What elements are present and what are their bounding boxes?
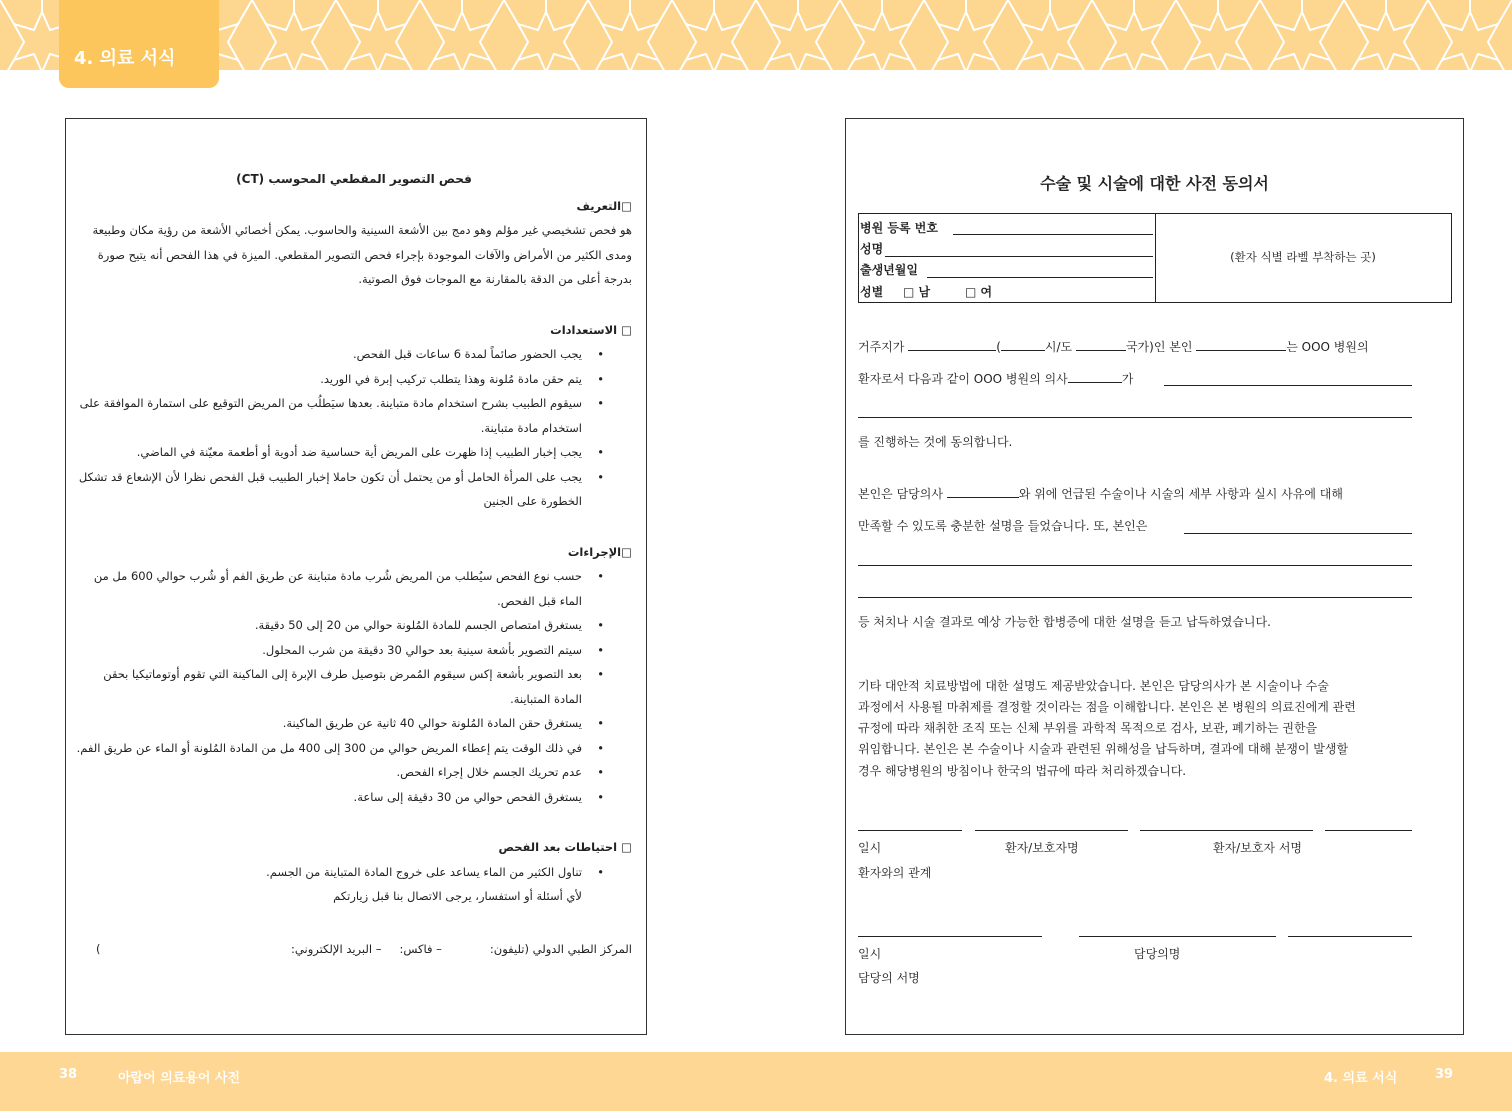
guardian-name-field[interactable]	[975, 830, 1128, 831]
guardian-sign-field[interactable]	[1140, 830, 1313, 831]
relation-field[interactable]	[1325, 830, 1412, 831]
name-label: 성명	[860, 242, 884, 256]
patient-info-table	[858, 213, 1452, 303]
sign-date-field[interactable]	[858, 830, 962, 831]
country-field[interactable]	[1076, 339, 1126, 351]
definition-text: هو فحص تشخيصي غير مؤلم وهو دمج بين الأشعة السينية والحاسوب. يمكن أخصائي الأشعة من رؤية مكان وطبيعة ومدى الكثير من الأمراض والآفات الموجودة بإجراء فحص التصوير المقطعي. الميزة في هذا الفحص أنه يتيح صورة بدرجة أعلى من الدقة بالمقارنة مع الموجات فوق الصوتية.	[92, 223, 632, 286]
right-page-number: 39	[1435, 1067, 1454, 1082]
paragraph-line: 위임합니다. 본인은 본 수술이나 시술과 관련된 위해성을 납득하며, 결과에 대해 분쟁이 발생할	[858, 742, 1349, 756]
procedure-field-2[interactable]	[858, 417, 1412, 418]
left-page-number: 38	[59, 1067, 78, 1082]
text: 가	[1121, 372, 1134, 386]
date-label: 일시	[858, 841, 882, 855]
section-heading: □الإجراءات	[567, 544, 632, 559]
complication-field-2[interactable]	[858, 565, 1412, 566]
section-heading: □ احتياطات بعد الفحص	[498, 840, 632, 854]
text: (	[996, 340, 1001, 354]
dob-field[interactable]	[927, 277, 1153, 278]
text: 국가)인 본인	[1125, 340, 1193, 354]
procedure-field[interactable]	[1164, 385, 1412, 386]
page-title: فحص التصوير المقطعي المحوسب (CT)	[236, 172, 472, 186]
korean-consent-form-page	[845, 118, 1464, 1035]
complication-field-3[interactable]	[858, 597, 1412, 598]
contact-fax: – فاكس:	[399, 941, 442, 956]
list-item: • يجب على المرأة الحامل أو من يحتمل أن تكون حاملا إخبار الطبيب قبل الفحص نظرا لأن الإشعاع قد تشكل الخطورة على الجنين	[76, 465, 632, 514]
after-exam-section	[76, 835, 632, 909]
name-field[interactable]	[885, 256, 1153, 257]
contact-email: – البريد الإلكتروني:	[291, 941, 382, 956]
chapter-tab: 4. 의료 서식	[59, 0, 219, 88]
list-item: • في ذلك الوقت يتم إعطاء المريض حوالي من 300 إلى 400 مل من المادة المُلونة أو الماء عن طريق الفم.	[76, 736, 632, 761]
text: 는 OOO 병원의	[1286, 340, 1369, 354]
list-item: • سيتم التصوير بأشعة سينية بعد حوالي 30 دقيقة من شرب المحلول.	[76, 638, 632, 663]
list-item: • عدم تحريك الجسم خلال إجراء الفحص.	[76, 760, 632, 785]
label-attach-area: (환자 식별 라벨 부착하는 곳)	[1230, 250, 1376, 264]
list-item: • يستغرق الفحص حوالي من 30 دقيقة إلى ساعة.	[76, 785, 632, 810]
list-item: • بعد التصوير بأشعة إكس سيقوم المُمرض بتوصيل طرف الإبرة إلى الماكينة التي تقوم أوتوماتيكيا بحقن المادة المتباينة.	[76, 662, 632, 711]
address-field[interactable]	[908, 339, 996, 351]
reg-number-field[interactable]	[953, 234, 1153, 235]
sex-label: 성별	[860, 285, 884, 299]
contact-center: المركز الطبي الدولي (تليفون:	[489, 941, 632, 956]
text: 본인은 담당의사	[858, 487, 943, 501]
paragraph-line: 경우 해당병원의 방침이나 한국의 법규에 따라 처리하겠습니다.	[858, 764, 1187, 778]
list-item: • سيقوم الطبيب بشرح استخدام مادة متباينة. بعدها سيَطلُب من المريض التوقيع على استمارة الموافقة على استخدام مادة متباينة.	[76, 391, 632, 440]
geometric-star-pattern	[0, 0, 1512, 70]
header-pattern-band	[0, 0, 1512, 70]
text: 와 위에 언급된 수술이나 시술의 세부 사항과 실시 사유에 대해	[1018, 487, 1343, 501]
reg-number-label: 병원 등록 번호	[860, 221, 938, 235]
list-item: • تناول الكثير من الماء يساعد على خروج المادة المتباينة من الجسم.	[76, 860, 632, 885]
dob-label: 출생년월일	[860, 263, 918, 277]
date-label: 일시	[858, 947, 882, 961]
section-heading: □التعريف	[576, 198, 632, 213]
female-checkbox[interactable]: □ 여	[965, 285, 993, 299]
arabic-ct-info-page	[65, 118, 647, 1035]
list-item: • يستغرق حقن المادة المُلونة حوالي 40 ثانية عن طريق الماكينة.	[76, 711, 632, 736]
text: 시/도	[1044, 340, 1073, 354]
paragraph-line: 과정에서 사용될 마취제를 결정할 것이라는 점을 이해합니다. 본인은 본 병원의 의료진에게 관련	[858, 700, 1356, 714]
preparations-section	[76, 318, 632, 514]
list-item: • يجب الحضور صائماً لمدة 6 ساعات قبل الفحص.	[76, 342, 632, 367]
contact-line	[76, 937, 632, 962]
text: 만족할 수 있도록 충분한 설명을 들었습니다. 또, 본인은	[858, 519, 1148, 533]
relation-label: 환자와의 관계	[858, 866, 932, 880]
list-item: • حسب نوع الفحص سيُطلب من المريض شُرب مادة متباينة عن طريق الفم أو شُرب حوالي 600 مل من الماء قبل الفحص.	[76, 564, 632, 613]
consent-text: 를 진행하는 것에 동의합니다.	[858, 435, 1013, 449]
attending-doctor-field[interactable]	[947, 486, 1019, 498]
chapter-title: 4. 의료 서식	[1324, 1071, 1398, 1086]
procedures-section	[76, 540, 632, 810]
guardian-sign-label: 환자/보호자 서명	[1213, 841, 1303, 855]
contact-note: لأي أسئلة أو استفسار، يرجى الاتصال بنا قبل زيارتكم	[333, 889, 582, 903]
text: 등 처치나 시술 결과로 예상 가능한 합병증에 대한 설명을 듣고 납득하였습니다.	[858, 615, 1271, 629]
text: 거주지가	[858, 340, 905, 354]
doctor-sign-field[interactable]	[1288, 936, 1412, 937]
doctor-name-label: 담당의명	[1134, 947, 1181, 961]
male-checkbox[interactable]: □ 남	[903, 285, 931, 299]
paragraph-line: 규정에 따라 채취한 조직 또는 신체 부위를 과학적 목적으로 검사, 보관, 폐기하는 권한을	[858, 721, 1318, 735]
complication-field[interactable]	[1184, 533, 1412, 534]
text: 환자로서 다음과 같이 OOO 병원의 의사	[858, 372, 1068, 386]
definition-section	[76, 194, 632, 292]
doctor-field[interactable]	[1068, 371, 1122, 383]
paragraph-line: 기타 대안적 치료방법에 대한 설명도 제공받았습니다. 본인은 담당의사가 본 시술이나 수술	[858, 679, 1329, 693]
guardian-name-label: 환자/보호자명	[1005, 841, 1079, 855]
arabic-content	[76, 167, 632, 961]
patient-name-field[interactable]	[1196, 339, 1286, 351]
doctor-date-field[interactable]	[858, 936, 1042, 937]
doctor-sign-label: 담당의 서명	[858, 971, 920, 985]
doctor-name-field[interactable]	[1079, 936, 1276, 937]
form-title: 수술 및 시술에 대한 사전 동의서	[1040, 174, 1269, 193]
book-title: 아랍어 의료용어 사전	[118, 1071, 241, 1086]
list-item: • يجب إخبار الطبيب إذا ظهرت على المريض أية حساسية ضد أدوية أو أطعمة معيّنة في الماضي.	[76, 440, 632, 465]
city-field[interactable]	[1001, 339, 1045, 351]
contact-close: )	[96, 941, 101, 956]
section-heading: □ الاستعدادات	[550, 322, 632, 337]
footer-band	[0, 1052, 1512, 1111]
list-item: • يستغرق امتصاص الجسم للمادة المُلونة حوالي من 20 إلى 50 دقيقة.	[76, 613, 632, 638]
list-item: • يتم حقن مادة مُلونة وهذا يتطلب تركيب إبرة في الوريد.	[76, 367, 632, 392]
